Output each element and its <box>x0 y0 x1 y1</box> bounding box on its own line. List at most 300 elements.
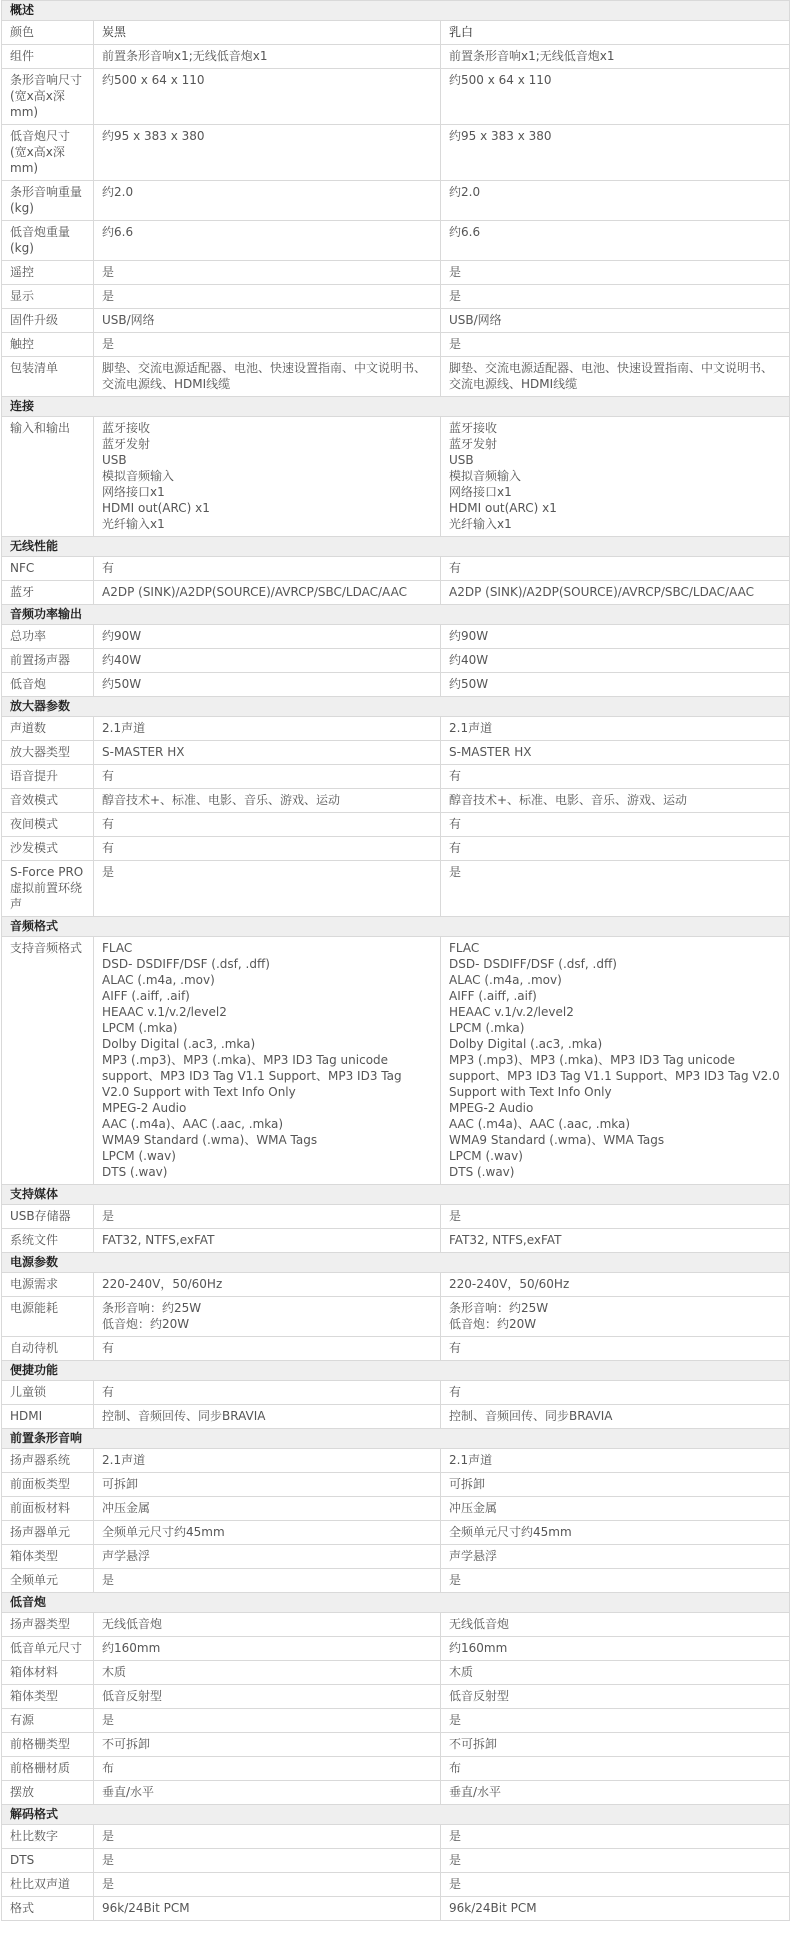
spec-value-line: HEAAC v.1/v.2/level2 <box>102 1005 227 1019</box>
section-header <box>2 1361 790 1381</box>
spec-label: 蓝牙 <box>2 581 94 605</box>
spec-label: 箱体材料 <box>2 1661 94 1685</box>
spec-value-line: 约95 x 383 x 380 <box>449 129 552 143</box>
spec-label: 支持音频格式 <box>2 937 94 1185</box>
spec-value-line: 冲压金属 <box>102 1501 151 1515</box>
spec-value-milky-white <box>441 357 790 397</box>
spec-value-line: 2.1声道 <box>102 721 146 735</box>
spec-label: 低音炮 <box>2 673 94 697</box>
spec-value-line: 约160mm <box>102 1641 161 1655</box>
spec-value-charcoal-black <box>94 1297 441 1337</box>
spec-label: 低音炮重量(kg) <box>2 221 94 261</box>
spec-value-charcoal-black <box>94 937 441 1185</box>
spec-value-line: MPEG-2 Audio <box>449 1101 534 1115</box>
section-header <box>2 1429 790 1449</box>
spec-value-line: 网络接口x1 <box>102 485 165 499</box>
spec-label: 系统文件 <box>2 1229 94 1253</box>
spec-value-line: Dolby Digital (.ac3, .mka) <box>449 1037 603 1051</box>
section-title: 无线性能 <box>2 537 790 557</box>
spec-value-line: 模拟音频输入 <box>102 469 175 483</box>
spec-row <box>2 765 790 789</box>
spec-label: 有源 <box>2 1709 94 1733</box>
section-header <box>2 1185 790 1205</box>
spec-label: 扬声器类型 <box>2 1613 94 1637</box>
spec-label: 电源能耗 <box>2 1297 94 1337</box>
spec-value-line: 约500 x 64 x 110 <box>449 73 552 87</box>
spec-value-line: 是 <box>102 1209 115 1223</box>
spec-value-line: WMA9 Standard (.wma)、WMA Tags <box>102 1133 318 1147</box>
spec-value-milky-white <box>441 1497 790 1521</box>
spec-value-milky-white <box>441 1521 790 1545</box>
spec-value-line: 约90W <box>449 629 489 643</box>
spec-value-milky-white <box>441 1569 790 1593</box>
spec-value-charcoal-black <box>94 285 441 309</box>
spec-value-charcoal-black <box>94 1685 441 1709</box>
spec-label: 条形音响尺寸(宽x高x深mm) <box>2 69 94 125</box>
spec-value-milky-white <box>441 861 790 917</box>
spec-value-milky-white <box>441 1613 790 1637</box>
spec-value-charcoal-black <box>94 1473 441 1497</box>
spec-value-charcoal-black <box>94 125 441 181</box>
spec-row <box>2 717 790 741</box>
spec-value-line: USB <box>102 453 127 467</box>
spec-value-milky-white <box>441 21 790 45</box>
spec-value-line: MPEG-2 Audio <box>102 1101 187 1115</box>
section-title: 音频功率输出 <box>2 605 790 625</box>
spec-value-line: 是 <box>449 1573 462 1587</box>
spec-value-line: 无线低音炮 <box>449 1617 510 1631</box>
spec-row <box>2 1473 790 1497</box>
spec-value-line: 有 <box>102 1385 115 1399</box>
spec-value-charcoal-black <box>94 813 441 837</box>
spec-value-milky-white <box>441 1229 790 1253</box>
spec-value-milky-white <box>441 261 790 285</box>
spec-value-line: 是 <box>102 865 115 879</box>
spec-value-line: 全频单元尺寸约45mm <box>449 1525 572 1539</box>
spec-value-charcoal-black <box>94 1873 441 1897</box>
spec-row <box>2 1569 790 1593</box>
spec-label: 前格栅材质 <box>2 1757 94 1781</box>
spec-value-line: 是 <box>449 1713 462 1727</box>
spec-value-line: 是 <box>102 1713 115 1727</box>
spec-value-milky-white <box>441 45 790 69</box>
section-title: 支持媒体 <box>2 1185 790 1205</box>
spec-value-charcoal-black <box>94 221 441 261</box>
spec-label: 低音炮尺寸(宽x高x深mm) <box>2 125 94 181</box>
spec-value-charcoal-black <box>94 309 441 333</box>
spec-value-line: 有 <box>449 817 462 831</box>
spec-value-line: 约2.0 <box>102 185 134 199</box>
spec-row <box>2 261 790 285</box>
spec-value-line: 控制、音频回传、同步BRAVIA <box>449 1409 613 1423</box>
spec-value-charcoal-black <box>94 1825 441 1849</box>
spec-value-line: 无线低音炮 <box>102 1617 163 1631</box>
spec-value-line: 是 <box>449 1877 462 1891</box>
spec-label: 固件升级 <box>2 309 94 333</box>
spec-value-line: AIFF (.aiff, .aif) <box>102 989 190 1003</box>
section-header <box>2 1805 790 1825</box>
spec-value-line: 条形音响：约25W <box>102 1301 202 1315</box>
spec-value-milky-white <box>441 1709 790 1733</box>
spec-value-line: S-MASTER HX <box>102 745 185 759</box>
section-title: 音频格式 <box>2 917 790 937</box>
spec-value-line: 是 <box>449 865 462 879</box>
spec-label: 总功率 <box>2 625 94 649</box>
spec-value-milky-white <box>441 1449 790 1473</box>
spec-value-line: 是 <box>102 337 115 351</box>
spec-value-line: 是 <box>449 289 462 303</box>
spec-value-line: DSD- DSDIFF/DSF (.dsf, .dff) <box>449 957 617 971</box>
section-title: 概述 <box>2 1 790 21</box>
spec-value-line: 脚垫、交流电源适配器、电池、快速设置指南、中文说明书、交流电源线、HDMI线缆 <box>102 361 427 391</box>
spec-value-milky-white <box>441 717 790 741</box>
spec-row <box>2 417 790 537</box>
spec-value-line: 布 <box>449 1761 462 1775</box>
spec-value-line: 是 <box>102 265 115 279</box>
spec-value-milky-white <box>441 1381 790 1405</box>
spec-value-charcoal-black <box>94 581 441 605</box>
spec-value-line: A2DP (SINK)/A2DP(SOURCE)/AVRCP/SBC/LDAC/AAC <box>449 585 754 599</box>
spec-table <box>1 0 790 1921</box>
spec-value-line: 有 <box>102 561 115 575</box>
spec-value-milky-white <box>441 837 790 861</box>
spec-value-line: 可拆卸 <box>449 1477 486 1491</box>
spec-value-line: 是 <box>102 1853 115 1867</box>
spec-value-line: ALAC (.m4a, .mov) <box>449 973 562 987</box>
spec-row <box>2 1757 790 1781</box>
spec-value-line: 低音反射型 <box>102 1689 163 1703</box>
spec-label: 放大器类型 <box>2 741 94 765</box>
section-header <box>2 1253 790 1273</box>
spec-value-line: 冲压金属 <box>449 1501 498 1515</box>
spec-value-charcoal-black <box>94 1497 441 1521</box>
section-header <box>2 397 790 417</box>
spec-value-charcoal-black <box>94 1229 441 1253</box>
section-title: 低音炮 <box>2 1593 790 1613</box>
spec-row <box>2 1849 790 1873</box>
spec-value-line: 是 <box>449 265 462 279</box>
spec-row <box>2 1873 790 1897</box>
spec-label: 前面板类型 <box>2 1473 94 1497</box>
spec-value-line: 可拆卸 <box>102 1477 139 1491</box>
spec-value-line: 不可拆卸 <box>102 1737 151 1751</box>
section-title: 放大器参数 <box>2 697 790 717</box>
spec-value-line: 220-240V，50/60Hz <box>449 1277 570 1291</box>
spec-row <box>2 1205 790 1229</box>
spec-value-charcoal-black <box>94 261 441 285</box>
spec-value-line: ALAC (.m4a, .mov) <box>102 973 215 987</box>
spec-value-line: LPCM (.mka) <box>102 1021 178 1035</box>
spec-value-line: 有 <box>102 769 115 783</box>
spec-value-milky-white <box>441 813 790 837</box>
spec-value-charcoal-black <box>94 1781 441 1805</box>
spec-value-milky-white <box>441 1685 790 1709</box>
spec-value-line: 木质 <box>449 1665 474 1679</box>
spec-value-charcoal-black <box>94 333 441 357</box>
spec-value-line: HDMI out(ARC) x1 <box>449 501 557 515</box>
spec-value-line: DTS (.wav) <box>102 1165 168 1179</box>
spec-value-line: 96k/24Bit PCM <box>102 1901 190 1915</box>
spec-value-line: 是 <box>449 337 462 351</box>
spec-value-charcoal-black <box>94 417 441 537</box>
spec-value-charcoal-black <box>94 1849 441 1873</box>
section-header <box>2 537 790 557</box>
spec-value-charcoal-black <box>94 181 441 221</box>
spec-value-charcoal-black <box>94 1449 441 1473</box>
spec-value-line: 不可拆卸 <box>449 1737 498 1751</box>
spec-value-line: AAC (.m4a)、AAC (.aac, .mka) <box>102 1117 284 1131</box>
spec-label: 全频单元 <box>2 1569 94 1593</box>
spec-value-charcoal-black <box>94 765 441 789</box>
spec-value-charcoal-black <box>94 673 441 697</box>
spec-value-line: 有 <box>102 841 115 855</box>
spec-label: 前格栅类型 <box>2 1733 94 1757</box>
spec-value-line: 约50W <box>449 677 489 691</box>
spec-value-milky-white <box>441 285 790 309</box>
spec-value-milky-white <box>441 789 790 813</box>
spec-value-line: 全频单元尺寸约45mm <box>102 1525 225 1539</box>
section-title: 便捷功能 <box>2 1361 790 1381</box>
spec-value-milky-white <box>441 557 790 581</box>
spec-value-milky-white <box>441 1473 790 1497</box>
spec-label: 扬声器单元 <box>2 1521 94 1545</box>
spec-value-line: 约90W <box>102 629 142 643</box>
spec-value-line: 垂直/水平 <box>102 1785 155 1799</box>
spec-row <box>2 69 790 125</box>
spec-row <box>2 673 790 697</box>
spec-row <box>2 1685 790 1709</box>
spec-row <box>2 1381 790 1405</box>
spec-value-line: 约6.6 <box>449 225 481 239</box>
spec-value-line: WMA9 Standard (.wma)、WMA Tags <box>449 1133 665 1147</box>
spec-value-line: 是 <box>102 1877 115 1891</box>
spec-value-line: AAC (.m4a)、AAC (.aac, .mka) <box>449 1117 631 1131</box>
spec-row <box>2 1709 790 1733</box>
spec-row <box>2 1405 790 1429</box>
spec-value-milky-white <box>441 581 790 605</box>
spec-label: 语音提升 <box>2 765 94 789</box>
spec-value-line: 炭黑 <box>102 25 127 39</box>
spec-label: 前置扬声器 <box>2 649 94 673</box>
spec-value-charcoal-black <box>94 837 441 861</box>
spec-value-charcoal-black <box>94 1273 441 1297</box>
spec-value-milky-white <box>441 741 790 765</box>
spec-row <box>2 1781 790 1805</box>
spec-value-line: FAT32, NTFS,exFAT <box>102 1233 215 1247</box>
spec-value-line: 有 <box>102 817 115 831</box>
spec-value-line: USB/网络 <box>102 313 155 327</box>
spec-value-milky-white <box>441 1273 790 1297</box>
spec-label: 电源需求 <box>2 1273 94 1297</box>
spec-label: 杜比双声道 <box>2 1873 94 1897</box>
section-header <box>2 1593 790 1613</box>
spec-value-charcoal-black <box>94 1637 441 1661</box>
spec-value-line: 有 <box>102 1341 115 1355</box>
spec-value-charcoal-black <box>94 1545 441 1569</box>
section-title: 连接 <box>2 397 790 417</box>
spec-value-line: 是 <box>102 289 115 303</box>
spec-value-milky-white <box>441 221 790 261</box>
spec-value-line: HDMI out(ARC) x1 <box>102 501 210 515</box>
section-header <box>2 697 790 717</box>
spec-value-line: S-MASTER HX <box>449 745 532 759</box>
spec-value-line: MP3 (.mp3)、MP3 (.mka)、MP3 ID3 Tag unicode support、MP3 ID3 Tag V1.1 Support、MP3 ID3 Tag V2.0 Support with Text Info Only <box>449 1053 780 1099</box>
spec-value-line: 约40W <box>102 653 142 667</box>
spec-label: 摆放 <box>2 1781 94 1805</box>
spec-value-milky-white <box>441 1405 790 1429</box>
spec-row <box>2 581 790 605</box>
spec-label: 箱体类型 <box>2 1685 94 1709</box>
spec-value-charcoal-black <box>94 649 441 673</box>
section-title: 前置条形音响 <box>2 1429 790 1449</box>
spec-value-line: 约500 x 64 x 110 <box>102 73 205 87</box>
spec-label: 前面板材料 <box>2 1497 94 1521</box>
spec-value-milky-white <box>441 649 790 673</box>
spec-value-charcoal-black <box>94 1709 441 1733</box>
spec-value-milky-white <box>441 1825 790 1849</box>
spec-value-milky-white <box>441 1661 790 1685</box>
spec-row <box>2 1661 790 1685</box>
spec-value-milky-white <box>441 625 790 649</box>
spec-value-charcoal-black <box>94 45 441 69</box>
spec-label: USB存储器 <box>2 1205 94 1229</box>
spec-value-line: 垂直/水平 <box>449 1785 502 1799</box>
spec-row <box>2 1825 790 1849</box>
spec-value-charcoal-black <box>94 357 441 397</box>
spec-value-line: 约2.0 <box>449 185 481 199</box>
spec-value-line: 光纤输入x1 <box>449 517 512 531</box>
spec-value-charcoal-black <box>94 717 441 741</box>
spec-row <box>2 557 790 581</box>
spec-value-line: 光纤输入x1 <box>102 517 165 531</box>
spec-value-charcoal-black <box>94 625 441 649</box>
spec-value-line: 2.1声道 <box>449 1453 493 1467</box>
spec-value-milky-white <box>441 1733 790 1757</box>
section-header <box>2 917 790 937</box>
spec-label: 条形音响重量(kg) <box>2 181 94 221</box>
spec-value-milky-white <box>441 1757 790 1781</box>
spec-value-line: 木质 <box>102 1665 127 1679</box>
spec-value-milky-white <box>441 673 790 697</box>
spec-value-milky-white <box>441 309 790 333</box>
spec-row <box>2 625 790 649</box>
spec-value-line: 蓝牙接收 <box>102 421 151 435</box>
spec-value-line: 是 <box>102 1573 115 1587</box>
spec-row <box>2 937 790 1185</box>
spec-value-charcoal-black <box>94 741 441 765</box>
spec-row <box>2 1229 790 1253</box>
spec-value-line: 有 <box>449 561 462 575</box>
spec-value-milky-white <box>441 333 790 357</box>
spec-value-charcoal-black <box>94 1521 441 1545</box>
spec-label: 自动待机 <box>2 1337 94 1361</box>
spec-label: 遥控 <box>2 261 94 285</box>
spec-value-milky-white <box>441 1897 790 1921</box>
spec-label: 沙发模式 <box>2 837 94 861</box>
spec-value-milky-white <box>441 1637 790 1661</box>
spec-value-line: 布 <box>102 1761 115 1775</box>
spec-value-milky-white <box>441 1849 790 1873</box>
spec-label: S-Force PRO虚拟前置环绕声 <box>2 861 94 917</box>
spec-value-line: 2.1声道 <box>449 721 493 735</box>
spec-label: 箱体类型 <box>2 1545 94 1569</box>
spec-value-line: 前置条形音响x1;无线低音炮x1 <box>449 49 615 63</box>
spec-value-charcoal-black <box>94 1757 441 1781</box>
spec-value-line: 醇音技术+、标准、电影、音乐、游戏、运动 <box>102 793 341 807</box>
spec-row <box>2 1449 790 1473</box>
spec-row <box>2 861 790 917</box>
spec-row <box>2 333 790 357</box>
spec-value-line: LPCM (.wav) <box>449 1149 523 1163</box>
spec-label: NFC <box>2 557 94 581</box>
spec-value-charcoal-black <box>94 1405 441 1429</box>
spec-value-line: 有 <box>449 1385 462 1399</box>
spec-row <box>2 1733 790 1757</box>
spec-row <box>2 1613 790 1637</box>
spec-value-line: 96k/24Bit PCM <box>449 1901 537 1915</box>
spec-value-line: 脚垫、交流电源适配器、电池、快速设置指南、中文说明书、交流电源线、HDMI线缆 <box>449 361 774 391</box>
spec-value-line: 有 <box>449 769 462 783</box>
spec-value-line: 低音炮：约20W <box>102 1317 190 1331</box>
spec-value-milky-white <box>441 937 790 1185</box>
spec-row <box>2 285 790 309</box>
spec-value-line: 低音炮：约20W <box>449 1317 537 1331</box>
spec-value-milky-white <box>441 1205 790 1229</box>
spec-value-line: DSD- DSDIFF/DSF (.dsf, .dff) <box>102 957 270 971</box>
spec-value-line: 是 <box>449 1829 462 1843</box>
spec-value-line: 220-240V，50/60Hz <box>102 1277 223 1291</box>
spec-value-charcoal-black <box>94 861 441 917</box>
spec-value-line: LPCM (.mka) <box>449 1021 525 1035</box>
spec-value-line: LPCM (.wav) <box>102 1149 176 1163</box>
spec-value-line: 声学悬浮 <box>449 1549 498 1563</box>
spec-label: 触控 <box>2 333 94 357</box>
spec-value-line: AIFF (.aiff, .aif) <box>449 989 537 1003</box>
spec-label: 儿童锁 <box>2 1381 94 1405</box>
spec-value-milky-white <box>441 1873 790 1897</box>
spec-value-milky-white <box>441 1337 790 1361</box>
spec-row <box>2 309 790 333</box>
spec-value-line: 控制、音频回传、同步BRAVIA <box>102 1409 266 1423</box>
spec-value-line: DTS (.wav) <box>449 1165 515 1179</box>
spec-value-milky-white <box>441 69 790 125</box>
spec-value-line: A2DP (SINK)/A2DP(SOURCE)/AVRCP/SBC/LDAC/AAC <box>102 585 407 599</box>
spec-value-charcoal-black <box>94 557 441 581</box>
spec-label: 扬声器系统 <box>2 1449 94 1473</box>
spec-value-line: 是 <box>102 1829 115 1843</box>
spec-value-charcoal-black <box>94 21 441 45</box>
spec-value-line: 是 <box>449 1853 462 1867</box>
spec-table-body <box>2 1 790 1921</box>
spec-value-charcoal-black <box>94 69 441 125</box>
spec-value-milky-white <box>441 1297 790 1337</box>
spec-value-charcoal-black <box>94 1897 441 1921</box>
section-title: 电源参数 <box>2 1253 790 1273</box>
spec-row <box>2 1897 790 1921</box>
spec-value-milky-white <box>441 181 790 221</box>
spec-label: 杜比数字 <box>2 1825 94 1849</box>
spec-value-line: 2.1声道 <box>102 1453 146 1467</box>
spec-value-charcoal-black <box>94 789 441 813</box>
spec-value-line: FAT32, NTFS,exFAT <box>449 1233 562 1247</box>
spec-value-milky-white <box>441 125 790 181</box>
spec-row <box>2 741 790 765</box>
spec-row <box>2 181 790 221</box>
spec-row <box>2 1297 790 1337</box>
spec-value-line: 约160mm <box>449 1641 508 1655</box>
spec-label: HDMI <box>2 1405 94 1429</box>
spec-label: 声道数 <box>2 717 94 741</box>
